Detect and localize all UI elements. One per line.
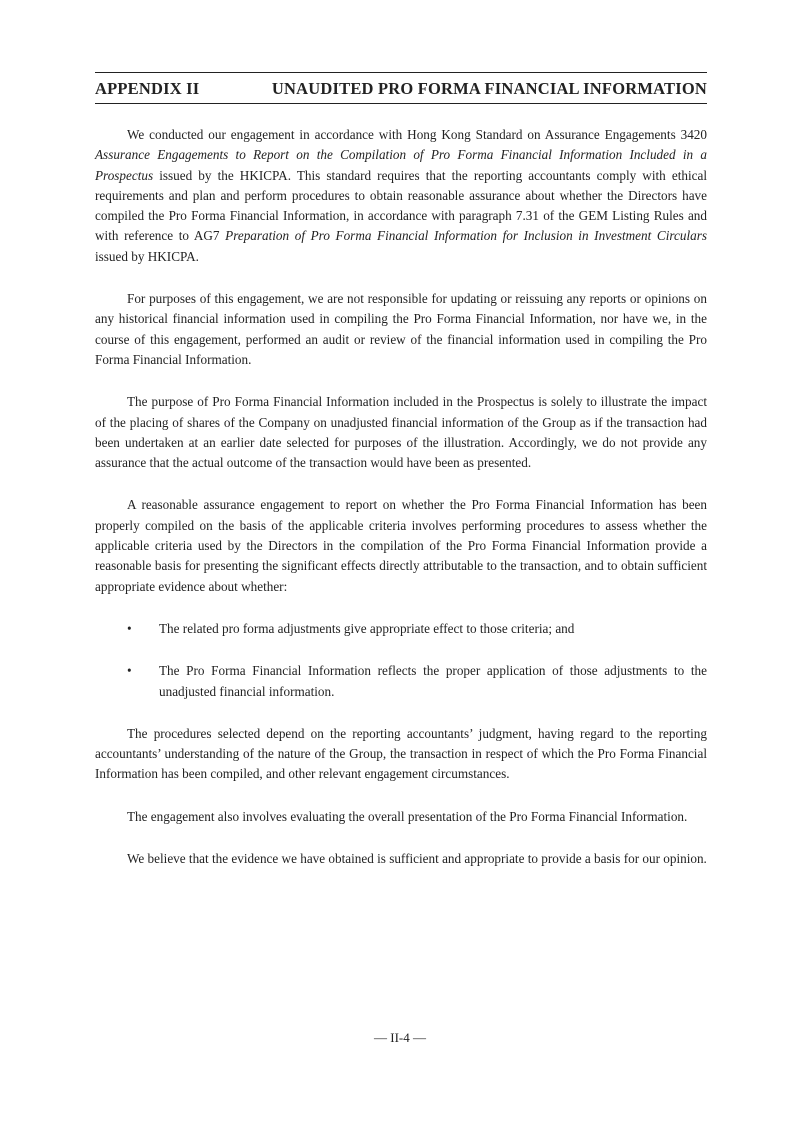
text-run: We conducted our engagement in accordance with Hong Kong Standard on Assurance Engagements 3420 bbox=[127, 127, 707, 142]
page-header bbox=[95, 72, 707, 104]
document-body bbox=[95, 125, 707, 891]
list-item bbox=[95, 619, 707, 639]
paragraph-opinion-basis: We believe that the evidence we have obtained is sufficient and appropriate to provide a basis for our opinion. bbox=[127, 851, 707, 867]
section-title: UNAUDITED PRO FORMA FINANCIAL INFORMATION bbox=[271, 79, 707, 98]
paragraph-assurance-engagement: A reasonable assurance engagement to report on whether the Pro Forma Financial Information has been properly compiled on the basis of the applicable criteria involves performing procedures to assess whether the applicable criteria used by the Directors in the compilation of the Pro Forma Financial Information provide a reasonable basis for presenting the significant effects directly attributable to the transaction, and to obtain sufficient appropriate evidence about whether: bbox=[95, 497, 707, 594]
bullet-list bbox=[95, 619, 707, 702]
list-item bbox=[95, 661, 707, 702]
page-number: — II-4 — bbox=[374, 1030, 426, 1045]
text-run: issued by HKICPA. bbox=[95, 248, 199, 264]
paragraph-engagement-standard bbox=[95, 125, 707, 267]
paragraph-presentation: The engagement also involves evaluating the overall presentation of the Pro Forma Financial Information. bbox=[127, 808, 688, 824]
italic-title: Preparation of Pro Forma Financial Information for Inclusion in Investment Circulars bbox=[225, 228, 707, 244]
text-run: issued by the HKICPA. This standard requires that the reporting accountants comply with ethical requirements and plan and perform procedures to obtain reasonable assurance about whether the Directors have compiled the Pro Forma Financial Information, in accordance with paragraph 7.31 of the GEM Listing Rules and with reference to AG7 bbox=[95, 167, 707, 244]
paragraph-procedures: The procedures selected depend on the reporting accountants’ judgment, having regard to the reporting accountants’ understanding of the nature of the Group, the transaction in respect of which the Pro Forma Financial Information has been compiled, and other relevant engagement circumstances. bbox=[95, 725, 707, 782]
appendix-label: APPENDIX II bbox=[95, 79, 200, 98]
bullet-text: The Pro Forma Financial Information reflects the proper application of those adjustments to the unadjusted financial information. bbox=[159, 663, 707, 699]
paragraph-responsibility: For purposes of this engagement, we are not responsible for updating or reissuing any reports or opinions on any historical financial information used in compiling the Pro Forma Financial Information, nor have we, in the course of this engagement, performed an audit or review of the financial information used in compiling the Pro Forma Financial Information. bbox=[95, 291, 707, 367]
bullet-icon: • bbox=[127, 620, 132, 636]
italic-title: Assurance Engagements to Report on the Compilation of Pro Forma Financial Information Included in a Prospectus bbox=[95, 147, 707, 183]
bullet-icon: • bbox=[127, 663, 132, 679]
paragraph-purpose: The purpose of Pro Forma Financial Information included in the Prospectus is solely to illustrate the impact of the placing of shares of the Company on unadjusted financial information of the Group as if the transaction had been undertaken at an earlier date selected for purposes of the illustration. Accordingly, we do not provide any assurance that the actual outcome of the transaction would have been as presented. bbox=[95, 394, 707, 471]
bullet-text: The related pro forma adjustments give appropriate effect to those criteria; and bbox=[159, 620, 575, 636]
